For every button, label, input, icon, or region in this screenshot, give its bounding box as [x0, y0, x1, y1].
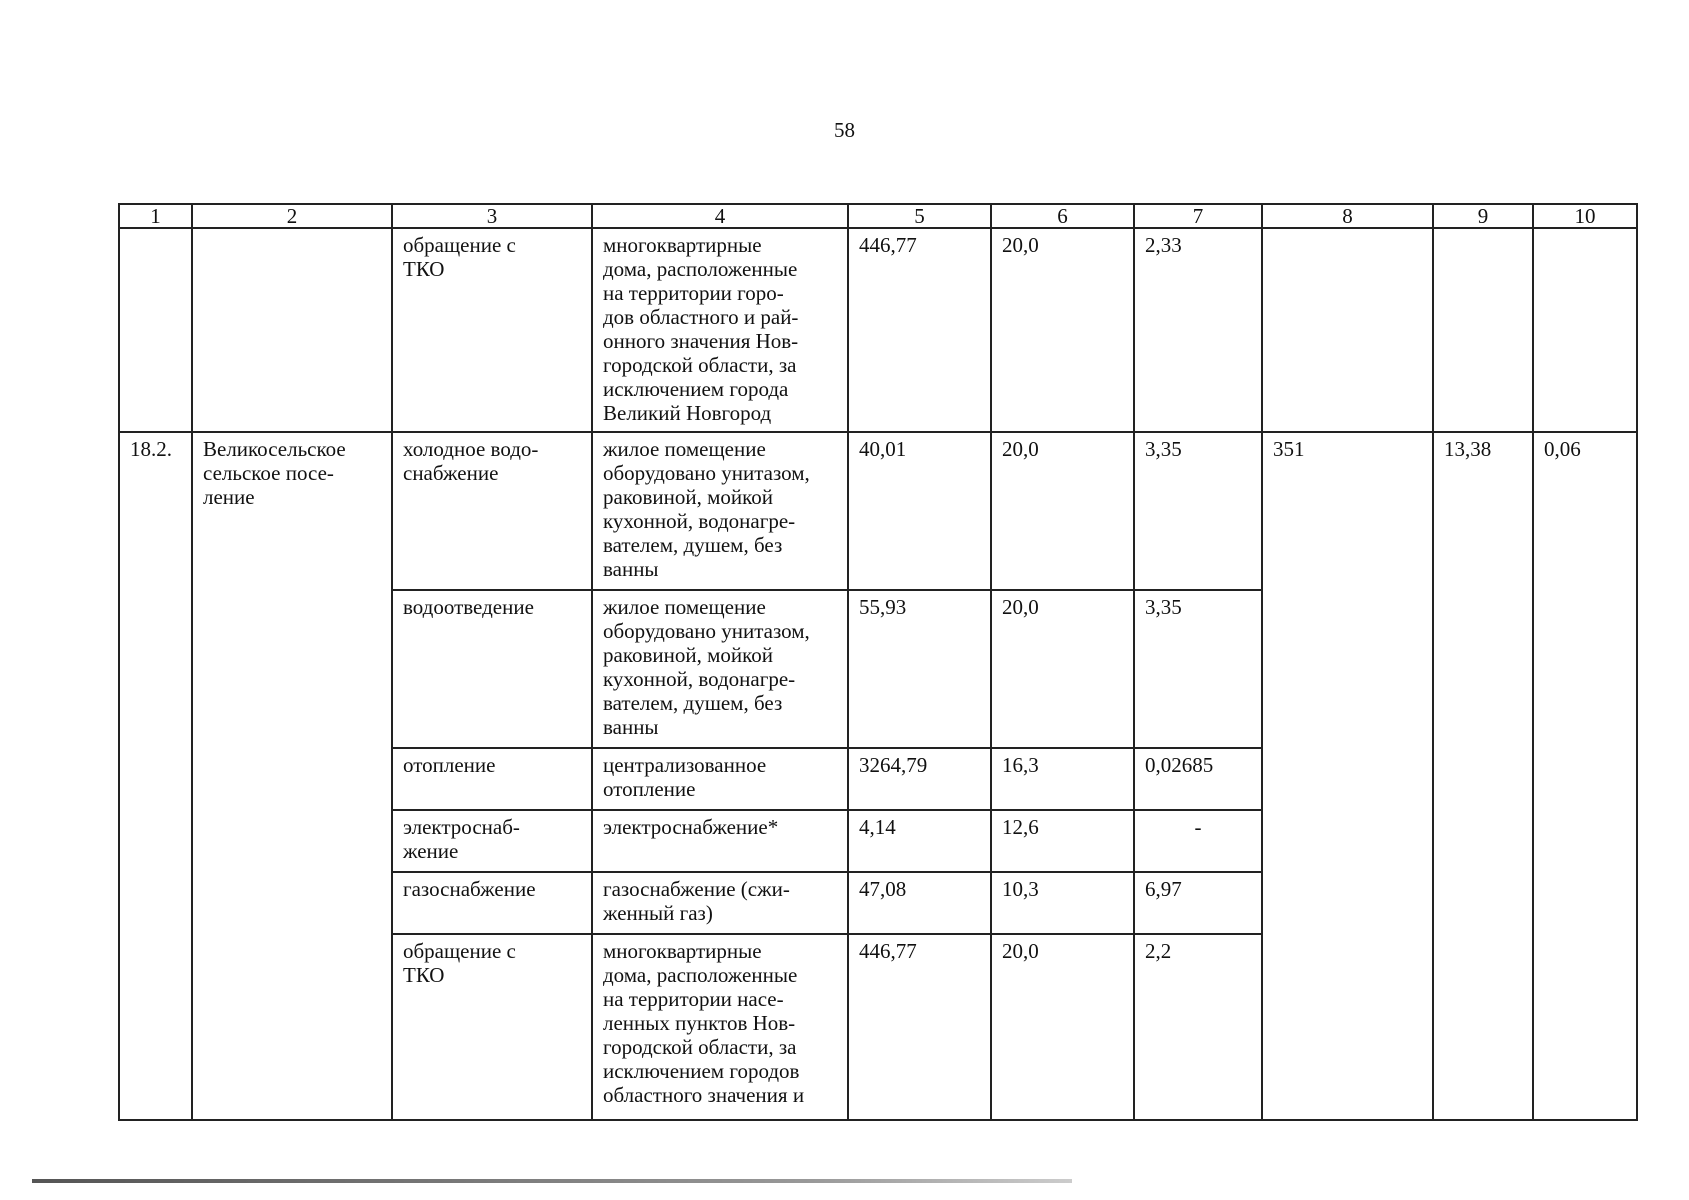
service-description: жилое помещение оборудовано унитазом, раковиной, мойкой кухонной, водонагре- вателем, душем, без ванны: [603, 437, 810, 581]
value-col6: 16,3: [1002, 753, 1039, 777]
value-col5: 3264,79: [859, 753, 928, 777]
description-cell: [592, 590, 848, 748]
service-cell: [392, 228, 592, 432]
empty-cell: [192, 228, 392, 432]
value-col7: 0,02685: [1145, 753, 1214, 777]
value-col5: 446,77: [859, 939, 917, 963]
service-description: централизованное отопление: [603, 753, 767, 801]
value-col5: 446,77: [859, 233, 917, 257]
column-number: 9: [1433, 204, 1533, 228]
column-number: 10: [1533, 204, 1637, 228]
value-col6: 20,0: [1002, 233, 1039, 257]
service-description: многоквартирные дома, расположенные на территории насе- ленных пунктов Нов- городской области, за исключением городов областного значения и: [603, 939, 805, 1107]
empty-cell: [1433, 228, 1533, 432]
service-description: жилое помещение оборудовано унитазом, раковиной, мойкой кухонной, водонагре- вателем, душем, без ванны: [603, 595, 810, 739]
row-number-cell: [119, 432, 192, 1120]
service-name: обращение с ТКО: [403, 939, 516, 987]
value-cell: [1134, 590, 1262, 748]
column-number: 7: [1134, 204, 1262, 228]
table-row-continued: [119, 228, 1637, 432]
value-cell: [991, 810, 1134, 872]
value-col7: 2,33: [1145, 233, 1182, 257]
page-number: 58: [834, 118, 855, 142]
value-col6: 20,0: [1002, 595, 1039, 619]
settlement-cell: [192, 432, 392, 1120]
value-col6: 10,3: [1002, 877, 1039, 901]
value-cell: [1134, 934, 1262, 1120]
service-description: многоквартирные дома, расположенные на территории горо- дов областного и рай- онного значения Нов- городской области, за исключением города Великий Новгород: [603, 233, 799, 425]
column-number-row: [119, 204, 1637, 228]
value-col9: 13,38: [1444, 437, 1492, 461]
value-cell: [991, 432, 1134, 590]
settlement-name: Великосельское сельское посе- ление: [203, 437, 346, 509]
service-name: обращение с ТКО: [403, 233, 516, 281]
value-cell: [1134, 872, 1262, 934]
service-name: газоснабжение: [403, 877, 536, 901]
value-col5: 4,14: [859, 815, 896, 839]
value-col6: 20,0: [1002, 939, 1039, 963]
service-cell: [392, 810, 592, 872]
value-cell: [991, 748, 1134, 810]
service-description: газоснабжение (сжи- женный газ): [603, 877, 790, 925]
description-cell: [592, 432, 848, 590]
description-cell: [592, 810, 848, 872]
column-number: 8: [1262, 204, 1433, 228]
value-col5: 47,08: [859, 877, 907, 901]
service-cell: [392, 590, 592, 748]
service-cell: [392, 432, 592, 590]
value-cell: [1433, 432, 1533, 1120]
column-number: 2: [192, 204, 392, 228]
value-cell: [1134, 748, 1262, 810]
value-cell: [848, 590, 991, 748]
value-col6: 12,6: [1002, 815, 1039, 839]
value-cell: [848, 432, 991, 590]
value-col7: 2,2: [1145, 939, 1172, 963]
service-cell: [392, 934, 592, 1120]
column-number: 4: [592, 204, 848, 228]
value-col7: -: [1194, 815, 1202, 839]
service-cell: [392, 748, 592, 810]
row-number: 18.2.: [130, 437, 172, 461]
value-cell: [848, 810, 991, 872]
value-col8: 351: [1273, 437, 1305, 461]
value-cell: [848, 934, 991, 1120]
value-cell: [991, 872, 1134, 934]
description-cell: [592, 934, 848, 1120]
value-cell: [991, 590, 1134, 748]
value-cell: [1262, 432, 1433, 1120]
value-col5: 55,93: [859, 595, 907, 619]
value-col10: 0,06: [1544, 437, 1581, 461]
value-col6: 20,0: [1002, 437, 1039, 461]
scan-edge-line: [32, 1179, 1072, 1183]
empty-cell: [1262, 228, 1433, 432]
value-cell: [848, 748, 991, 810]
value-cell: [848, 872, 991, 934]
value-cell: [1134, 432, 1262, 590]
service-cell: [392, 872, 592, 934]
value-cell: [991, 228, 1134, 432]
service-name: электроснаб- жение: [403, 815, 520, 863]
description-cell: [592, 228, 848, 432]
value-col7: 3,35: [1145, 595, 1182, 619]
empty-cell: [119, 228, 192, 432]
service-name: отопление: [403, 753, 496, 777]
value-col7: 6,97: [1145, 877, 1182, 901]
value-cell: [1134, 228, 1262, 432]
service-name: водоотведение: [403, 595, 534, 619]
column-number: 3: [392, 204, 592, 228]
service-name: холодное водо- снабжение: [403, 437, 539, 485]
tariff-table: [118, 203, 1638, 1121]
table-row: [119, 432, 1637, 590]
value-cell: [848, 228, 991, 432]
value-col5: 40,01: [859, 437, 907, 461]
empty-cell: [1533, 228, 1637, 432]
value-cell: [991, 934, 1134, 1120]
value-cell: [1533, 432, 1637, 1120]
value-col7: 3,35: [1145, 437, 1182, 461]
service-description: электроснабжение*: [603, 815, 779, 839]
column-number: 5: [848, 204, 991, 228]
description-cell: [592, 872, 848, 934]
column-number: 1: [119, 204, 192, 228]
column-number: 6: [991, 204, 1134, 228]
description-cell: [592, 748, 848, 810]
value-cell: [1134, 810, 1262, 872]
